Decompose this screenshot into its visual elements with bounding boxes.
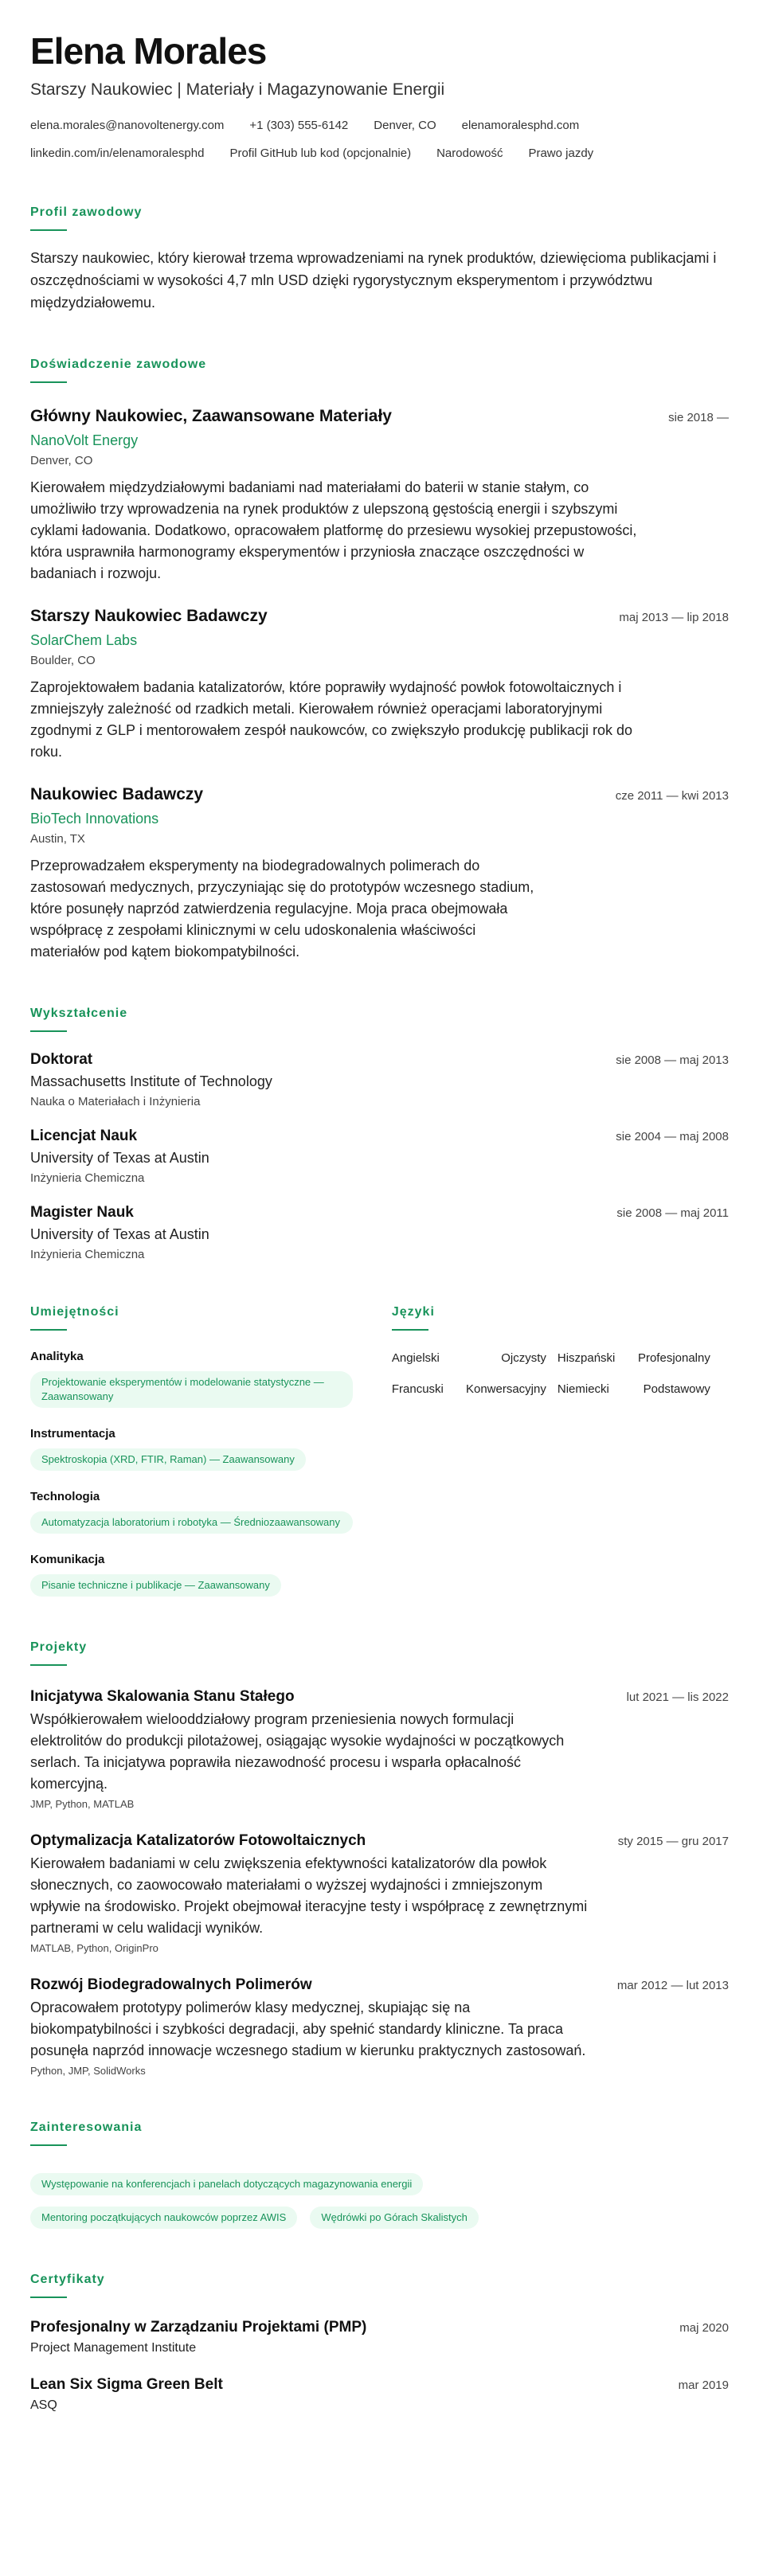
project-title: Rozwój Biodegradowalnych Polimerów	[30, 1976, 312, 1993]
education-entry	[30, 1051, 729, 1108]
language-name: Francuski	[391, 1382, 444, 1396]
edu-date: sie 2004 — maj 2008	[616, 1130, 729, 1143]
job-company: BioTech Innovations	[30, 811, 159, 827]
skill-group	[30, 1427, 378, 1471]
project-description: Współkierowałem wielooddziałowy program przeniesienia nowych formulacji elektrolitów do produkcji pilotażowej, osiągając wysokie wydajności w początkowych serlach. Ta inicjatywa poprawiła niezawodność procesu i wsparła opłacalność komercyjną.	[30, 1711, 565, 1792]
job-entry	[30, 607, 729, 763]
profile-text: Starszy naukowiec, który kierował trzema wprowadzeniami na rynek produktów, dziewięcioma publikacjami i oszczędnościami w wysokości 4,7 mln USD dzięki rygorystycznym eksperymentom i przywództwu międzydziałowemu.	[30, 250, 717, 311]
skill-category: Technologia	[30, 1490, 100, 1503]
contact-phone[interactable]: +1 (303) 555-6142	[249, 119, 349, 132]
edu-degree: Licencjat Nauk	[30, 1128, 138, 1144]
contact-github[interactable]: Profil GitHub lub kod (opcjonalnie)	[229, 147, 412, 160]
project-title: Optymalizacja Katalizatorów Fotowoltaicznych	[30, 1832, 366, 1849]
contact-email[interactable]: elena.morales@nanovoltenergy.com	[30, 119, 225, 132]
skill-group	[30, 1553, 378, 1597]
cert-org: Project Management Institute	[30, 2341, 197, 2355]
edu-degree: Magister Nauk	[30, 1204, 134, 1221]
skill-group	[30, 1350, 378, 1408]
cert-title: Lean Six Sigma Green Belt	[30, 2376, 223, 2393]
language-level: Konwersacyjny	[465, 1382, 546, 1396]
candidate-title: Starszy Naukowiec | Materiały i Magazynowanie Energii	[30, 80, 445, 99]
edu-field: Nauka o Materiałach i Inżynieria	[30, 1095, 201, 1108]
job-company: SolarChem Labs	[30, 632, 138, 648]
cert-date: maj 2020	[679, 2321, 729, 2335]
edu-school: Massachusetts Institute of Technology	[30, 1073, 272, 1089]
certifications-heading: Certyfikaty	[30, 2273, 105, 2286]
certification-entry	[30, 2319, 729, 2355]
section-divider	[30, 229, 67, 231]
interests-section	[30, 2121, 729, 2229]
edu-field: Inżynieria Chemiczna	[30, 1248, 145, 1261]
experience-heading: Doświadczenie zawodowe	[30, 358, 207, 371]
job-location: Austin, TX	[30, 832, 85, 846]
contact-row-2	[30, 146, 729, 162]
edu-field: Inżynieria Chemiczna	[30, 1171, 145, 1185]
cert-org: ASQ	[30, 2398, 57, 2412]
languages-heading: Języki	[391, 1305, 435, 1319]
languages-section	[392, 1261, 729, 1597]
language-level: Profesjonalny	[637, 1351, 710, 1365]
job-date: sie 2018 —	[668, 411, 729, 424]
skill-group	[30, 1490, 378, 1534]
contact-website[interactable]: elenamoralesphd.com	[461, 119, 580, 132]
skills-heading: Umiejętności	[30, 1305, 119, 1319]
section-divider	[30, 1329, 67, 1331]
skill-category: Instrumentacja	[30, 1427, 115, 1440]
profile-section	[30, 205, 729, 314]
skills-languages-row	[30, 1261, 729, 1597]
interest-pill: Występowanie na konferencjach i panelach dotyczących magazynowania energii	[30, 2173, 423, 2195]
education-section	[30, 1007, 729, 1261]
contact-nationality: Narodowość	[436, 147, 503, 160]
project-date: sty 2015 — gru 2017	[617, 1835, 729, 1848]
section-divider	[30, 2144, 67, 2146]
job-location: Boulder, CO	[30, 654, 96, 667]
edu-degree: Doktorat	[30, 1051, 93, 1068]
job-description: Zaprojektowałem badania katalizatorów, które poprawiły wydajność powłok fotowoltaicznych i zmniejszyły zależność od rzadkich metali. Kierowałem również operacjami laboratoryjnymi zgodnymi z GLP i mentorowałem zespół naukowców, co zwiększyło produkcję publikacji rok do roku.	[30, 679, 633, 760]
projects-section	[30, 1640, 729, 2077]
skill-pill: Automatyzacja laboratorium i robotyka — Średniozaawansowany	[30, 1511, 353, 1534]
education-entry	[30, 1204, 729, 1261]
certifications-section	[30, 2273, 729, 2413]
language-level: Podstawowy	[643, 1382, 710, 1396]
edu-school: University of Texas at Austin	[30, 1226, 209, 1242]
skill-category: Komunikacja	[30, 1553, 105, 1566]
project-tools: Python, JMP, SolidWorks	[30, 2065, 146, 2077]
interest-pill: Mentoring początkujących naukowców poprzez AWIS	[30, 2207, 297, 2229]
contact-location: Denver, CO	[374, 119, 436, 132]
contact-driving-license: Prawo jazdy	[528, 147, 594, 160]
job-description: Kierowałem międzydziałowymi badaniami nad materiałami do baterii w stanie stałym, co umożliwiło trzy wprowadzenia na rynek produktów z ulepszoną gęstością energii i szybszymi cyklami ładowania. Dodatkowo, opracowałem platformę do przesiewu wysokiej przepustowości, która usprawniła harmonogramy eksperymentów i przyniosła znaczące oszczędności w badaniach i rozwoju.	[30, 479, 637, 581]
section-divider	[30, 2297, 67, 2298]
resume-header	[30, 30, 729, 162]
interests-heading: Zainteresowania	[30, 2121, 143, 2134]
project-entry	[30, 1976, 729, 2077]
certification-entry	[30, 2376, 729, 2413]
edu-school: University of Texas at Austin	[30, 1150, 209, 1166]
project-date: mar 2012 — lut 2013	[616, 1979, 729, 1992]
job-location: Denver, CO	[30, 454, 93, 467]
section-divider	[392, 1329, 428, 1331]
skill-pill: Pisanie techniczne i publikacje — Zaawansowany	[30, 1574, 281, 1597]
project-entry	[30, 1688, 729, 1810]
project-description: Kierowałem badaniami w celu zwiększenia efektywności katalizatorów dla powłok słonecznych, co zaowocowało materiałami o wyższej wydajności i zmniejszonym wpływie na środowisko. Projekt obejmował iteracyjne testy i współpracę z zewnętrznymi partnerami w celu walidacji wyników.	[30, 1855, 588, 1936]
job-entry	[30, 407, 729, 584]
job-date: cze 2011 — kwi 2013	[615, 789, 729, 803]
job-company: NanoVolt Energy	[30, 432, 139, 448]
project-title: Inicjatywa Skalowania Stanu Stałego	[30, 1688, 295, 1705]
skill-pill: Spektroskopia (XRD, FTIR, Raman) — Zaawansowany	[30, 1448, 306, 1471]
language-name: Hiszpański	[557, 1351, 616, 1365]
candidate-name: Elena Morales	[30, 30, 267, 72]
project-entry	[30, 1832, 729, 1954]
job-title: Starszy Naukowiec Badawczy	[30, 607, 268, 625]
project-tools: MATLAB, Python, OriginPro	[30, 1942, 158, 1954]
experience-section	[30, 358, 729, 963]
job-description: Przeprowadzałem eksperymenty na biodegradowalnych polimerach do zastosowań medycznych, przyczyniając się do prototypów wczesnego stadium, które posunęły naprzód zatwierdzenia regulacyjne. Moja praca obejmowała współpracę z zespołami klinicznymi w celu udoskonalenia właściwości materiałów pod kątem biokompatybilności.	[30, 858, 534, 960]
project-tools: JMP, Python, MATLAB	[30, 1798, 135, 1810]
cert-date: mar 2019	[678, 2379, 729, 2392]
job-title: Główny Naukowiec, Zaawansowane Materiały	[30, 407, 392, 425]
job-date: maj 2013 — lip 2018	[619, 611, 729, 624]
languages-list	[392, 1351, 729, 1396]
edu-date: sie 2008 — maj 2013	[616, 1053, 729, 1067]
interests-list	[30, 2162, 588, 2229]
language-level: Ojczysty	[501, 1351, 546, 1365]
contact-linkedin[interactable]: linkedin.com/in/elenamoralesphd	[30, 147, 205, 160]
section-divider	[30, 1030, 67, 1032]
job-entry	[30, 785, 729, 963]
language-name: Niemiecki	[557, 1382, 609, 1396]
education-heading: Wykształcenie	[30, 1007, 128, 1020]
project-description: Opracowałem prototypy polimerów klasy medycznej, skupiając się na biokompatybilności i szybkości degradacji, aby spełnić standardy kliniczne. Ta praca posunęła naprzód innowacje wczesnego stadium w kierunku praktycznych zastosowań.	[30, 1999, 586, 2058]
skill-pill: Projektowanie eksperymentów i modelowanie statystyczne — Zaawansowany	[30, 1371, 353, 1408]
education-entry	[30, 1128, 729, 1185]
contact-row-1	[30, 118, 729, 134]
cert-title: Profesjonalny w Zarządzaniu Projektami (PMP)	[30, 2319, 367, 2336]
section-divider	[30, 1664, 67, 1666]
edu-date: sie 2008 — maj 2011	[616, 1206, 729, 1220]
profile-heading: Profil zawodowy	[30, 205, 143, 219]
interest-pill: Wędrówki po Górach Skalistych	[310, 2207, 479, 2229]
section-divider	[30, 381, 67, 383]
project-date: lut 2021 — lis 2022	[626, 1691, 729, 1704]
language-name: Angielski	[391, 1351, 440, 1365]
skills-section	[30, 1261, 378, 1597]
skill-category: Analityka	[30, 1350, 84, 1363]
job-title: Naukowiec Badawczy	[30, 785, 204, 803]
projects-heading: Projekty	[30, 1640, 88, 1654]
